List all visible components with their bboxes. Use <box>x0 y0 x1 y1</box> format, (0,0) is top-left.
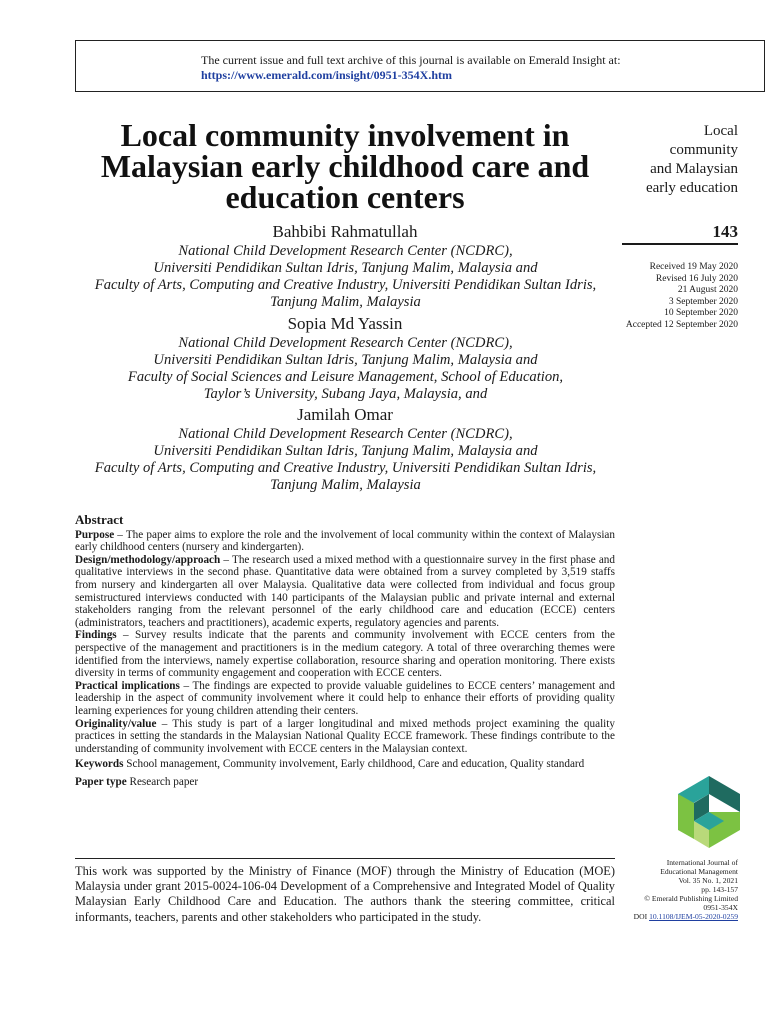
running-head-line: community <box>669 142 738 158</box>
author-name: Sopia Md Yassin <box>287 314 403 333</box>
section-text: – Survey results indicate that the parents and community involvement with ECCE centers from the perspective of the management and practitioners is in the medium category. A total of three overarching themes were identified from the interviews, namely expertise collaboration, resource sharing and operation monitoring. There exists diversity in terms of community engagement and cooperation with ECCE centers. <box>75 629 615 680</box>
affiliation-line: Faculty of Arts, Computing and Creative Industry, Universiti Pendidikan Sultan Idris, <box>94 277 597 293</box>
affiliation-line: National Child Development Research Center (NCDRC), <box>178 243 513 259</box>
section-text: – The findings are expected to provide valuable guidelines to ECCE centers’ management and leadership in the aspect of community involvement where it could help to enhance their efforts of providing quality learning experiences for young children attending their centers. <box>75 679 615 717</box>
journal-info-line: Vol. 35 No. 1, 2021 <box>678 876 738 885</box>
section-label: Design/methodology/approach <box>75 553 221 566</box>
archive-notice <box>201 53 621 83</box>
journal-info-line: © Emerald Publishing Limited <box>644 894 738 903</box>
abstract-originality <box>75 718 615 756</box>
affiliation-line: Universiti Pendidikan Sultan Idris, Tanjung Malim, Malaysia and <box>153 443 538 459</box>
journal-info-line: International Journal of <box>666 858 738 867</box>
abstract-purpose <box>75 529 615 554</box>
affiliation-line: Universiti Pendidikan Sultan Idris, Tanjung Malim, Malaysia and <box>153 352 538 368</box>
journal-info-line: Educational Management <box>660 867 738 876</box>
paper-type-text: Research paper <box>126 776 199 789</box>
archive-notice-box <box>75 40 765 92</box>
abstract-implications <box>75 680 615 718</box>
submission-dates <box>610 262 738 331</box>
funding-footnote: This work was supported by the Ministry of Finance (MOF) through the Ministry of Education (MOE) Malaysia under grant 2015-0024-106-04 Development of a Comprehensive and Integrated Model of Quality Malaysian Early Childhood Care and Education. The authors thank the steering committee, critical informants, teachers, parents and other stakeholders who participated in the study. <box>75 864 615 924</box>
date-line: Accepted 12 September 2020 <box>625 319 738 330</box>
page-number: 143 <box>712 222 738 241</box>
doi-label: DOI <box>633 912 648 921</box>
affiliation-line: Taylor’s University, Subang Jaya, Malaysia, and <box>203 386 488 402</box>
keywords-label: Keywords <box>75 758 124 771</box>
date-line: 10 September 2020 <box>664 308 738 318</box>
abstract-heading: Abstract <box>75 512 124 527</box>
abstract-findings <box>75 629 615 679</box>
journal-info-line: 0951-354X <box>703 903 738 912</box>
section-label: Findings <box>75 629 117 642</box>
page-number-rule <box>622 243 738 245</box>
footnote-rule <box>75 858 615 859</box>
section-label: Originality/value <box>75 717 157 730</box>
affiliation-line: National Child Development Research Center (NCDRC), <box>178 335 513 351</box>
journal-info-line: pp. 143-157 <box>701 885 738 894</box>
author-name: Bahbibi Rahmatullah <box>272 222 418 241</box>
doi-link[interactable]: 10.1108/IJEM-05-2020-0259 <box>649 912 738 921</box>
archive-notice-text: The current issue and full text archive of this journal is available on Emerald Insight at: <box>201 53 621 67</box>
affiliation-line: Tanjung Malim, Malaysia <box>270 294 421 310</box>
section-text: – The research used a mixed method with a questionnaire survey in the first phase and qualitative interviews in the second phase. Quantitative data were obtained from a survey completed by 3,519 staffs from nursery and kindergarten all over Malaysia. Qualitative data were collected from individual and focus group semistructured interviews conducted with 140 participants of the Malaysian public and private internal and external stakeholders ranging from the relevant personnel of the early childhood care and education (ECCE) centers (administrators, teachers and practitioners), academic experts, regulatory agencies and parents. <box>75 553 615 629</box>
running-head <box>620 122 738 198</box>
journal-info <box>608 858 738 921</box>
author-affiliation <box>73 335 618 403</box>
date-line: Revised 16 July 2020 <box>655 273 738 284</box>
date-line: Received 19 May 2020 <box>649 262 738 272</box>
affiliation-line: Universiti Pendidikan Sultan Idris, Tanjung Malim, Malaysia and <box>153 260 538 276</box>
section-text: – This study is part of a larger longitudinal and mixed methods project examining the quality practices in setting the standards in the Malaysian National Quality ECCE framework. These findings contribute to the understanding of community involvement with ECCE centers in the Malaysian context. <box>75 717 615 755</box>
date-line: 21 August 2020 <box>677 285 738 295</box>
author-affiliation <box>73 426 618 494</box>
emerald-logo-icon <box>678 776 740 848</box>
affiliation-line: Faculty of Arts, Computing and Creative Industry, Universiti Pendidikan Sultan Idris, <box>94 460 597 476</box>
keywords-text: School management, Community involvement, Early childhood, Care and education, Quality standard <box>123 758 585 771</box>
author-affiliation <box>73 243 618 311</box>
running-head-line: Local <box>703 123 738 139</box>
running-head-line: and Malaysian <box>650 161 738 177</box>
section-label: Practical implications <box>75 679 180 692</box>
affiliation-line: Faculty of Social Sciences and Leisure Management, School of Education, <box>127 369 564 385</box>
running-head-line: early education <box>645 180 738 196</box>
affiliation-line: National Child Development Research Center (NCDRC), <box>178 426 513 442</box>
paper-type <box>75 776 615 789</box>
section-label: Purpose <box>75 528 115 541</box>
paper-title: Local community involvement in Malaysian early childhood care and education centers <box>100 117 590 215</box>
keywords <box>75 757 615 771</box>
doi-line <box>608 912 738 921</box>
journal-archive-link[interactable]: https://www.emerald.com/insight/0951-354X.htm <box>201 68 452 82</box>
abstract <box>75 514 615 789</box>
author-name: Jamilah Omar <box>297 405 393 424</box>
abstract-design <box>75 554 615 630</box>
affiliation-line: Tanjung Malim, Malaysia <box>270 477 421 493</box>
paper-type-label: Paper type <box>75 776 127 789</box>
section-text: – The paper aims to explore the role and the involvement of local community within the context of Malaysian early childhood centers (nursery and kindergarten). <box>75 528 615 554</box>
date-line: 3 September 2020 <box>668 296 738 307</box>
